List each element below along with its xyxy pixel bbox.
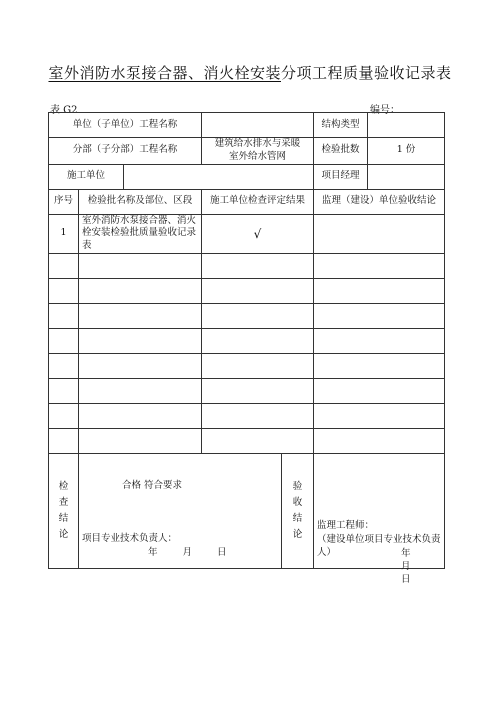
header-contractor-result: 施工单位检查评定结果 [202, 189, 314, 214]
contractor-sign-date: 年 月 日 [148, 547, 227, 559]
check-conclusion-text: 合格 符合要求 [122, 480, 183, 492]
unit-project-value[interactable] [202, 113, 314, 138]
structure-type-label: 结构类型 [314, 113, 368, 138]
table-row [49, 379, 445, 404]
header-supervisor-result: 监理（建设）单位验收结论 [314, 189, 445, 214]
form-number: 表 G2 [50, 105, 78, 116]
row-contractor-result[interactable] [202, 354, 314, 379]
acceptance-conclusion-cell[interactable] [314, 454, 445, 585]
check-label-char: 检 [58, 480, 69, 492]
header-item: 检验批名称及部位、区段 [79, 189, 202, 214]
row-no [49, 279, 79, 304]
row-item[interactable] [79, 429, 202, 454]
row-supervisor-result[interactable] [314, 404, 445, 429]
project-manager-label: 项目经理 [314, 164, 368, 189]
check-label-char: 查 [58, 496, 69, 508]
check-label-char: 论 [58, 529, 69, 541]
row-supervisor-result[interactable] [314, 279, 445, 304]
sub-project-value-line2: 室外给水管网 [228, 150, 286, 162]
supervising-engineer-label: 监理工程师： [317, 520, 375, 532]
row-no [49, 254, 79, 279]
row-no [49, 329, 79, 354]
row-item[interactable] [79, 254, 202, 279]
acceptance-label-char: 结 [292, 513, 303, 525]
row-no [49, 304, 79, 329]
row-no [49, 354, 79, 379]
row-supervisor-result[interactable] [314, 429, 445, 454]
row-contractor-result[interactable] [202, 329, 314, 354]
table-row [49, 429, 445, 454]
acceptance-sign-date: 年 月 日 [401, 548, 411, 585]
title-rest: 分项工程质量验收记录表 [281, 64, 452, 82]
title-underlined: 室外消防水泵接合器、消火栓安装 [48, 64, 281, 82]
row-supervisor-result[interactable] [314, 379, 445, 404]
batch-count-label: 检验批数 [314, 138, 368, 165]
sub-project-value-line1: 建筑给水排水与采暖 [214, 138, 301, 149]
contractor-label: 施工单位 [49, 164, 124, 189]
table-row [49, 354, 445, 379]
acceptance-record-table [48, 112, 445, 585]
row-contractor-result[interactable]: √ [202, 214, 314, 253]
unit-project-label: 单位（子单位）工程名称 [49, 113, 202, 138]
row-item[interactable] [79, 354, 202, 379]
structure-type-value[interactable] [368, 113, 445, 138]
row-no [49, 429, 79, 454]
serial-number-label: 编号： [370, 105, 400, 116]
check-label-char: 结 [58, 513, 69, 525]
check-conclusion-label [49, 454, 79, 569]
acceptance-label-char: 验 [292, 480, 303, 492]
batch-count-value[interactable]: 1 份 [368, 138, 445, 165]
row-contractor-result[interactable] [202, 279, 314, 304]
row-contractor-result[interactable] [202, 404, 314, 429]
row-supervisor-result[interactable] [314, 304, 445, 329]
row-contractor-result[interactable] [202, 429, 314, 454]
row-item: 室外消防水泵接合器、消火栓安装检验批质量验收记录表 [79, 214, 202, 253]
row-item[interactable] [79, 329, 202, 354]
row-item[interactable] [79, 279, 202, 304]
row-no: 1 [49, 214, 79, 253]
table-row [49, 254, 445, 279]
row-contractor-result[interactable] [202, 254, 314, 279]
row-no [49, 404, 79, 429]
table-row [49, 214, 445, 253]
row-contractor-result[interactable] [202, 379, 314, 404]
project-manager-value[interactable] [368, 164, 445, 189]
row-supervisor-result[interactable] [314, 254, 445, 279]
contractor-value[interactable] [124, 164, 314, 189]
sub-project-label: 分部（子分部）工程名称 [49, 138, 202, 165]
header-no: 序号 [49, 189, 79, 214]
table-row [49, 404, 445, 429]
row-contractor-result[interactable] [202, 304, 314, 329]
row-supervisor-result[interactable] [314, 329, 445, 354]
owner-signer-label: （建设单位项目专业技术负责人） [317, 534, 441, 558]
contractor-signer-label: 项目专业技术负责人： [82, 533, 178, 545]
check-conclusion-cell[interactable] [79, 454, 282, 569]
table-row [49, 329, 445, 354]
row-item[interactable] [79, 404, 202, 429]
page-title [0, 62, 500, 83]
row-supervisor-result[interactable] [314, 354, 445, 379]
acceptance-label-char: 收 [292, 496, 303, 508]
acceptance-label-char: 论 [292, 529, 303, 541]
row-supervisor-result[interactable] [314, 214, 445, 253]
table-row [49, 279, 445, 304]
acceptance-conclusion-label [282, 454, 314, 569]
row-no [49, 379, 79, 404]
sub-project-value[interactable] [202, 138, 314, 165]
row-item[interactable] [79, 379, 202, 404]
table-row [49, 304, 445, 329]
row-item[interactable] [79, 304, 202, 329]
